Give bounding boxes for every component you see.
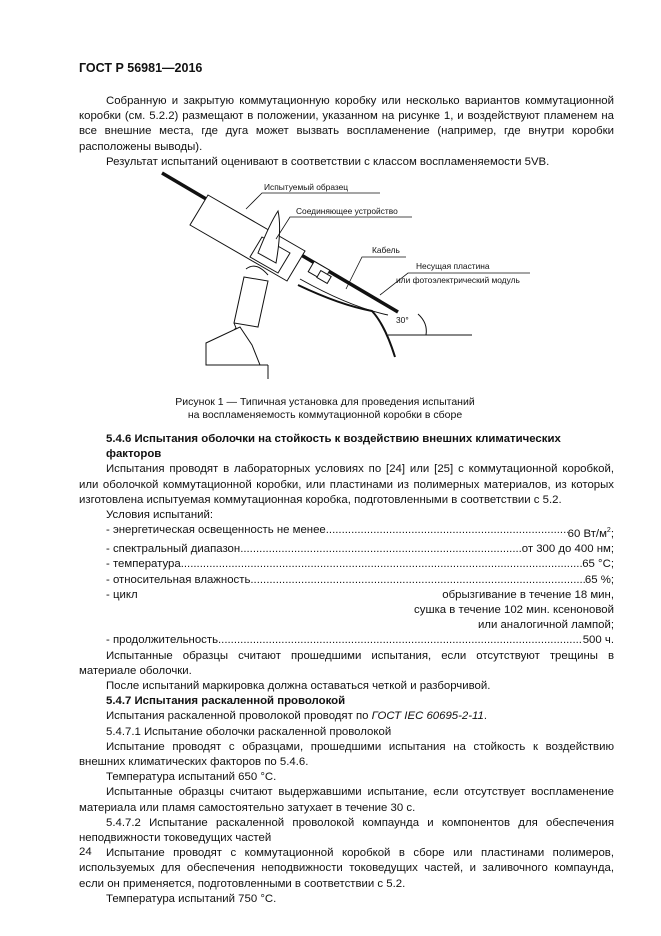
angle-arc (418, 314, 426, 335)
intro-paragraph-1: Собранную и закрытую коммутационную коробку или несколько вариантов коммутационной коробки (см. 5.2.2) размещают в положении, указанном на рисунке 1, и воздействуют пламенем на все внешние места, где дуга может вызвать воспламенение (например, где внутри коробки расположены выводы). (79, 95, 614, 153)
condition-item: - температура ..... 65 °С; (106, 557, 614, 572)
condition-item-cycle: - цикл обрызгивание в течение 18 мин, (106, 588, 614, 601)
para-5-4-7-2-temp: Температура испытаний 750 °С. (106, 892, 277, 905)
figure-caption-line-2: на воспламеняемость коммутационной коробки в сборе (187, 409, 463, 422)
subheading-5-4-7-2: 5.4.7.2 Испытание раскаленной проволокой компаунда и компонентов для обеспечения неподвижности токоведущих частей (79, 816, 614, 845)
para-5-4-7-1-1: Испытание проводят с образцами, прошедшими испытания на стойкость к воздействию внешних климатических факторов по 5.4.6. (79, 740, 614, 769)
label-cable: Кабель (372, 245, 400, 255)
para-5-4-7-intro: Испытания раскаленной проволокой проводят по ГОСТ IEC 60695-2-11. (106, 710, 488, 723)
para-5-4-7-1-temp: Температура испытаний 650 °С. (106, 771, 277, 784)
page-number: 24 (79, 846, 92, 858)
para-5-4-6-3: После испытаний маркировка должна оставаться четкой и разборчивой. (106, 680, 491, 693)
condition-item: - относительная влажность ..... 65 %; (106, 573, 614, 588)
figure-1-diagram (150, 165, 530, 395)
label-connector: Соединяющее устройство (296, 206, 398, 216)
para-5-4-6-2: Испытанные образцы считают прошедшими испытания, если отсутствуют трещины в материале оболочки. (79, 649, 614, 677)
section-5-4-6 (79, 432, 614, 907)
para-5-4-6-1: Испытания проводят в лабораторных условиях по [24] или [25] с коммутационной коробкой, или оболочкой коммутационной коробки, или пластинами из полимерных материалов, из которых изготовлена испытуемая коммутационная коробка, подготовленными в соответствии с 5.2. (79, 463, 614, 506)
condition-item: - энергетическая освещенность не менее ..... 60 $Вт/м^2$; (106, 523, 614, 542)
figure-caption (160, 396, 490, 423)
conditions-label: Условия испытаний: (106, 509, 214, 522)
burner-tube (234, 277, 268, 327)
label-plate-1: Несущая пластина (416, 261, 490, 271)
label-specimen: Испытуемый образец (264, 182, 349, 192)
document-header: ГОСТ Р 56981—2016 (79, 61, 203, 75)
intro-paragraph-2: Результат испытаний оценивают в соответствии с классом воспламеняемости 5VB. (106, 155, 550, 168)
intro-section (79, 94, 614, 170)
para-5-4-7-2-1: Испытание проводят с коммутационной коробкой в сборе или пластинами полимеров, используемых для обеспечения неподвижности токоведущих частей, и заливочного компаунда, если он применяется, подготовленными в соответствии с 5.2. (79, 847, 614, 890)
subheading-5-4-7-1: 5.4.7.1 Испытание оболочки раскаленной проволокой (106, 725, 392, 738)
figure-caption-line-1: Рисунок 1 — Типичная установка для проведения испытаний (175, 396, 475, 408)
cycle-line-3: или аналогичной лампой; (477, 619, 614, 632)
leader-connector (276, 217, 412, 239)
heading-5-4-7: 5.4.7 Испытания раскаленной проволокой (106, 695, 346, 708)
cable-line-lower (298, 285, 395, 357)
label-angle: 30° (396, 315, 409, 325)
para-5-4-7-1-2: Испытанные образцы считают выдержавшими испытание, если отсутствует воспламенение материала или пламя самостоятельно затухает в течение 30 с. (79, 786, 614, 814)
conditions-list (79, 523, 614, 648)
cycle-line-2: сушка в течение 102 мин. ксеноновой (414, 604, 614, 617)
condition-item-duration: - продолжительность ..... 500 ч. (106, 633, 614, 648)
burner-base (206, 327, 260, 365)
label-plate-2: или фотоэлектрический модуль (396, 275, 520, 285)
heading-5-4-6: 5.4.6 Испытания оболочки на стойкость к воздействию внешних климатических факторов (106, 433, 561, 461)
condition-item: - спектральный диапазон ..... от 300 до 400 нм; (106, 542, 614, 557)
